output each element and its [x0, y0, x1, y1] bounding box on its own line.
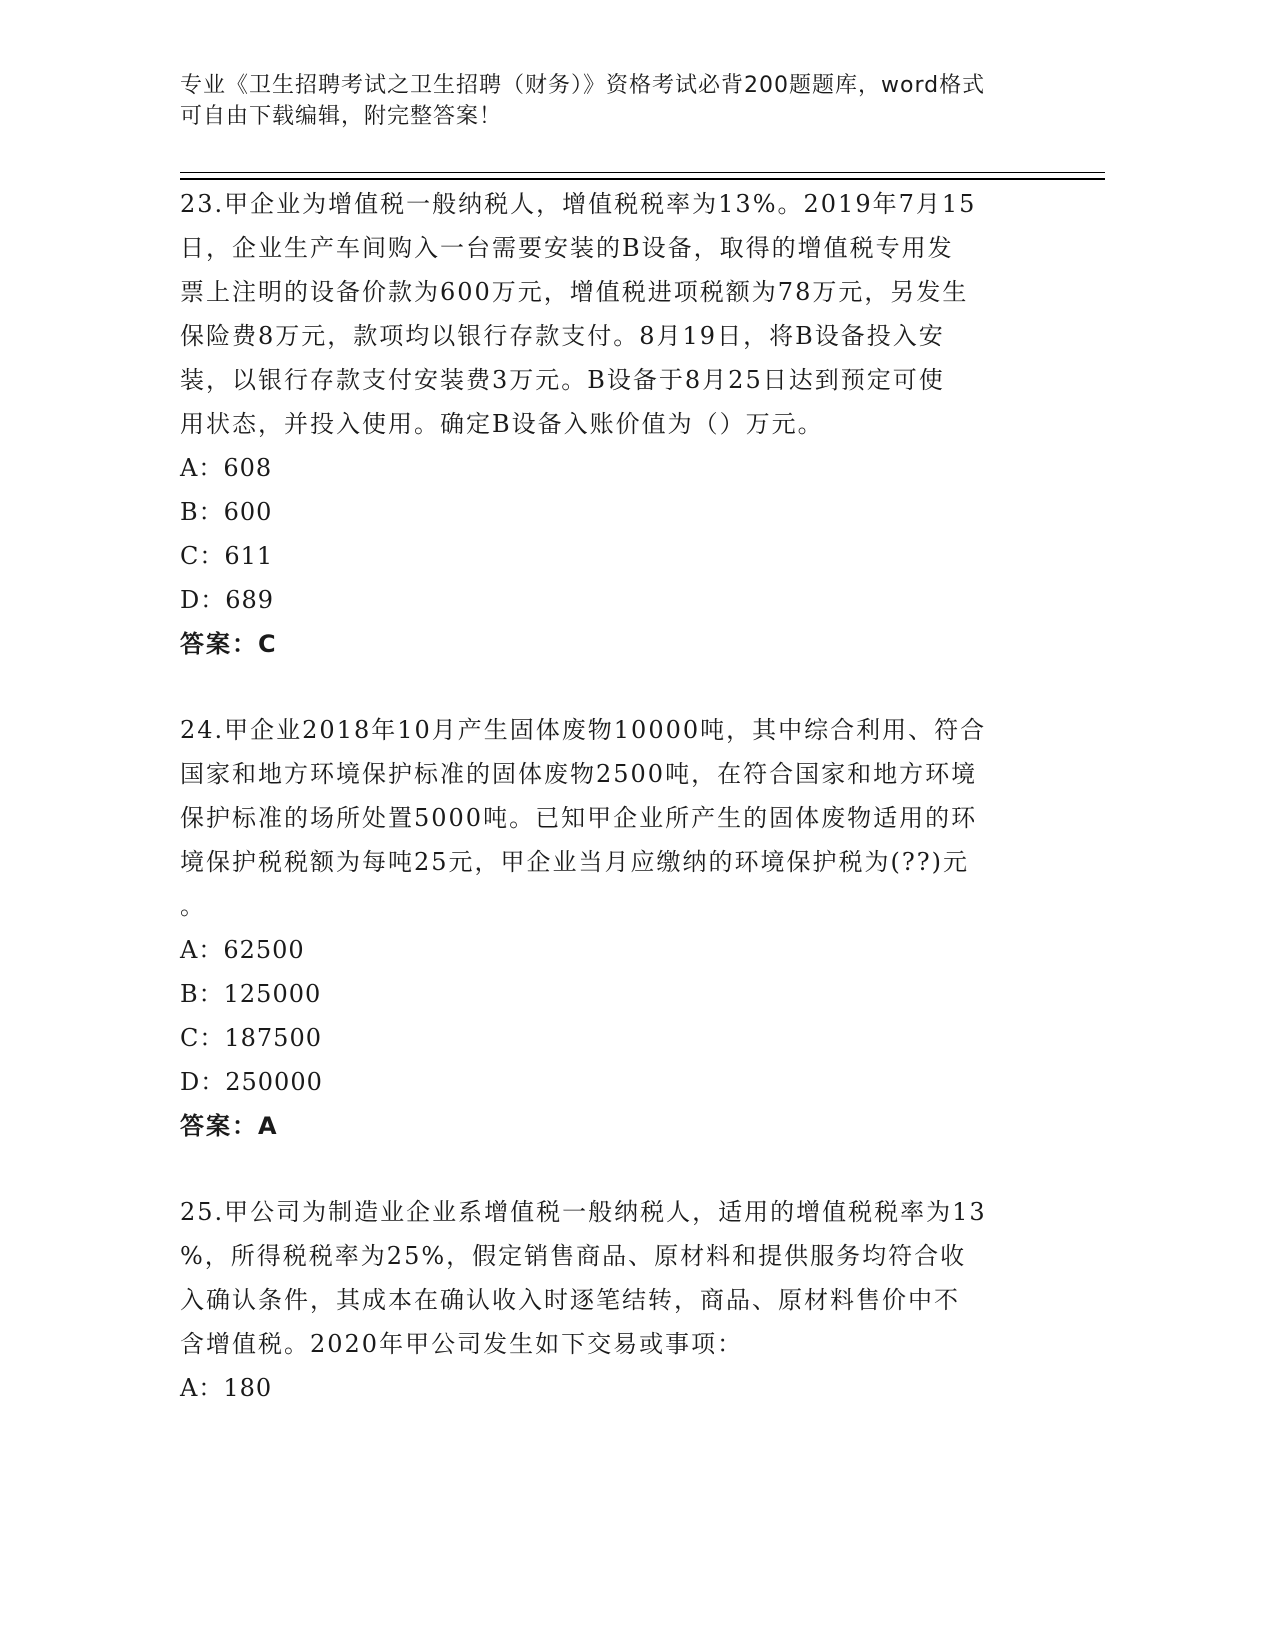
option-d: D：689 [180, 586, 275, 614]
question-stem-line: 保护标准的场所处置5000吨。已知甲企业所产生的固体废物适用的环 [180, 804, 978, 832]
option-d: D：250000 [180, 1068, 323, 1096]
question-24 [180, 708, 1040, 1148]
question-stem-line: 国家和地方环境保护标准的固体废物2500吨，在符合国家和地方环境 [180, 760, 978, 788]
option-c: C：187500 [180, 1024, 322, 1052]
answer-label: 答案：A [180, 1112, 279, 1140]
option-b: B：600 [180, 498, 273, 526]
answer-label: 答案：C [180, 630, 278, 658]
question-stem-line: 入确认条件，其成本在确认收入时逐笔结转，商品、原材料售价中不 [180, 1286, 960, 1314]
question-stem-line: 24.甲企业2018年10月产生固体废物10000吨，其中综合利用、符合 [180, 716, 987, 744]
header-divider-thick [180, 178, 1105, 180]
question-stem-line: 装，以银行存款支付安装费3万元。B设备于8月25日达到预定可使 [180, 366, 945, 394]
question-stem-line: 用状态，并投入使用。确定B设备入账价值为（）万元。 [180, 410, 824, 438]
option-a: A：180 [180, 1374, 273, 1402]
option-b: B：125000 [180, 980, 322, 1008]
question-23 [180, 182, 1040, 666]
question-stem-line: 。 [180, 892, 206, 920]
header-divider-thin [180, 172, 1105, 173]
question-stem-line: 保险费8万元，款项均以银行存款支付。8月19日，将B设备投入安 [180, 322, 945, 350]
document-header [180, 70, 1060, 132]
question-stem-line: 25.甲公司为制造业企业系增值税一般纳税人，适用的增值税税率为13 [180, 1198, 987, 1226]
question-stem-line: 23.甲企业为增值税一般纳税人，增值税税率为13%。2019年7月15 [180, 190, 977, 218]
question-stem-line: 境保护税税额为每吨25元，甲企业当月应缴纳的环境保护税为(??)元 [180, 848, 969, 876]
question-25 [180, 1190, 1040, 1410]
question-stem-line: 含增值税。2020年甲公司发生如下交易或事项： [180, 1330, 744, 1358]
option-a: A：62500 [180, 936, 305, 964]
question-stem-line: 日，企业生产车间购入一台需要安装的B设备，取得的增值税专用发 [180, 234, 954, 262]
option-a: A：608 [180, 454, 273, 482]
question-list [180, 182, 1040, 1452]
header-line-2: 可自由下载编辑，附完整答案！ [180, 104, 503, 129]
question-stem-line: 票上注明的设备价款为600万元，增值税进项税额为78万元，另发生 [180, 278, 969, 306]
option-c: C：611 [180, 542, 274, 570]
header-line-1: 专业《卫生招聘考试之卫生招聘（财务）》资格考试必背200题题库，word格式 [180, 73, 986, 98]
question-stem-line: %，所得税税率为25%，假定销售商品、原材料和提供服务均符合收 [180, 1242, 967, 1270]
